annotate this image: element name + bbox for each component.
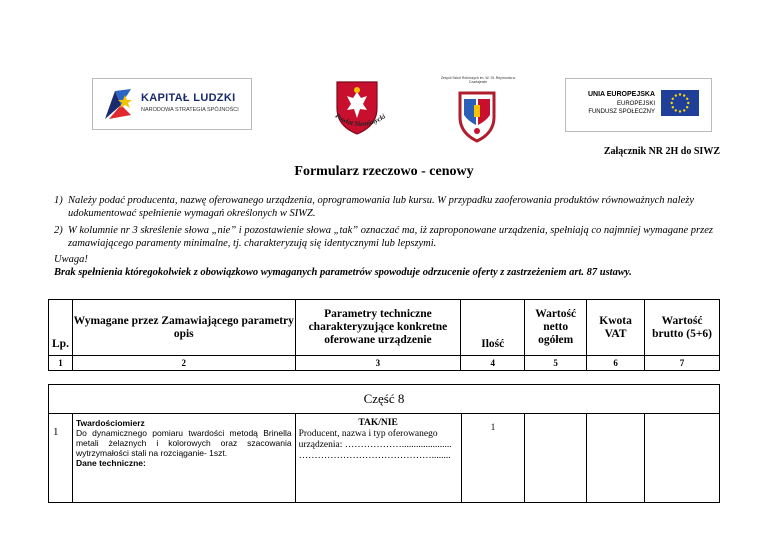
kapital-ludzki-subtitle: NARODOWA STRATEGIA SPÓJNOŚCI [141,107,239,113]
instruction-1-number: 1) [54,195,63,206]
row-qty: 1 [461,414,525,503]
col-number: 1 [49,356,73,371]
col-number: 6 [587,356,645,371]
header-table [48,299,720,371]
part-title-row [49,385,720,414]
row-net[interactable] [525,414,587,503]
col-header-qty: Ilość [461,300,525,356]
attachment-label: Załącznik NR 2H do SIWZ [603,146,720,157]
col-header-net: Wartość netto ogółem [525,300,587,356]
instruction-2-text: W kolumnie nr 3 skreślenie słowa „nie” i pozostawienie słowa „tak” oznaczać ma, iż zaproponowane urządzenia, spełniają co najmniej wymagane przez zamawiającego paramenty minimalne, tj. charakteryzują się identycznymi lub lepszymi. [68,225,713,249]
instruction-2-number: 2) [54,225,63,236]
dots-line: ……………………………………........ [298,451,451,461]
table-row [49,414,720,503]
row-parameters-cell[interactable] [295,414,461,503]
note-text: Brak spełnienia któregokolwiek z obowiązkowo wymaganych parametrów spowoduje odrzucenie oferty z zastrzeżeniem art. 87 ustawy. [54,267,632,278]
col-header-vat: Kwota VAT [587,300,645,356]
col-number: 3 [295,356,461,371]
eu-flag-icon [661,90,699,116]
instruction-2 [54,224,724,250]
school-crest-icon [452,75,502,145]
item-description: Do dynamicznego pomiaru twardości metodą Brinella metali żelaznych i kolorowych oraz szacowania wytrzymałości stali na rozciąganie- 1szt. [75,428,292,458]
instruction-1 [54,194,724,220]
col-number: 5 [525,356,587,371]
row-description-cell [72,414,295,503]
item-name: Twardościomierz [75,418,145,428]
col-number: 7 [645,356,720,371]
producer-line: Producent, nazwa i typ oferowanego urządzenia: ………………..................... [298,429,452,450]
kapital-ludzki-star-icon [101,85,135,123]
powiat-caption-text: Powiat Siemiatycki [333,111,388,129]
kapital-ludzki-logo [92,78,252,130]
eu-line3: FUNDUSZ SPOŁECZNY [588,109,655,115]
note-label: Uwaga! [54,254,88,265]
tak-nie-label: TAK/NIE [358,418,398,428]
item-tech-label: Dane techniczne: [75,458,146,468]
eu-line1: UNIA EUROPEJSKA [587,91,655,98]
instruction-1-text: Należy podać producenta, nazwę oferowanego urządzenia, oprogramowania lub kursu. W przypadku zaoferowania produktów równoważnych należy udokumentować spełnienie wymagań określonych w SIWZ. [68,195,694,219]
row-vat[interactable] [587,414,645,503]
col-header-lp: Lp. [49,300,73,356]
col-number: 2 [72,356,295,371]
column-number-row [49,356,720,371]
header-row [49,300,720,356]
powiat-caption [320,105,400,135]
row-lp: 1 [49,414,73,503]
row-gross[interactable] [645,414,720,503]
eu-logo [565,78,712,132]
col-header-technical: Parametry techniczne charakteryzujące konkretne oferowane urządzenie [295,300,461,356]
kapital-ludzki-title: KAPITAŁ LUDZKI [141,92,236,104]
school-caption: Zespół Szkół Rolniczych im. W. St. Reymonta w Czartajewie [440,76,516,84]
part-title: Część 8 [49,385,720,414]
col-header-gross: Wartość brutto (5+6) [645,300,720,356]
part-table [48,384,720,503]
page-title: Formularz rzeczowo - cenowy [294,164,474,179]
svg-text:Powiat Siemiatycki [334,112,387,128]
eu-line2: EUROPEJSKI [616,101,655,107]
col-number: 4 [461,356,525,371]
col-header-required: Wymagane przez Zamawiającego parametry opis [72,300,295,356]
